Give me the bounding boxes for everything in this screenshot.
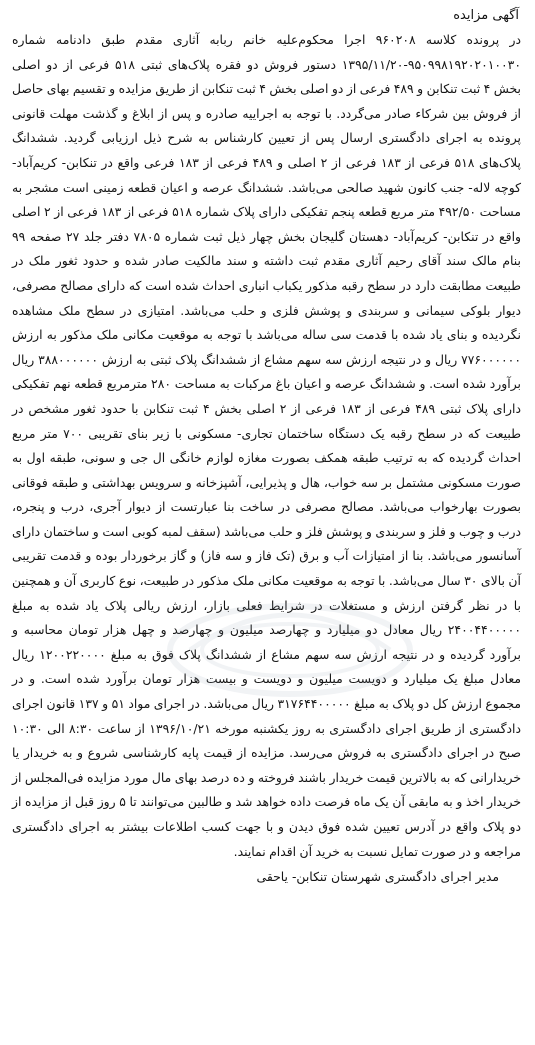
notice-body: در پرونده کلاسه ۹۶۰۲۰۸ اجرا محکوم‌علیه خانم ربابه آثاری مقدم طبق دادنامه شماره ۹۵۰۹۹۸۱۹۲۰۲۰۱۰۰۳۰-۱۳۹۵/۱۱/۲۰ دستور فروش دو فقره پلاک‌های ثبتی ۵۱۸ فرعی از دو اصلی بخش ۴ ثبت تنکابن و ۴۸۹ فرعی از دو اصلی بخش ۴ ثبت تنکابن از طریق مزایده و تقسیم بهای حاصل از فروش بین شرکاء صادر می‌گردد. با توجه به اجراییه صادره و پس از ابلاغ و گذشت مهلت قانونی پرونده به اجرای دادگستری ارسال پس از تعیین کارشناس به شرح ذیل ارزیابی گردید. ششدانگ پلاک‌های ۵۱۸ فرعی از ۱۸۳ فرعی از ۲ اصلی و ۴۸۹ فرعی از ۱۸۳ فرعی واقع در تنکابن- کریم‌آباد- کوچه لاله- جنب کانون شهید صالحی می‌باشد. ششدانگ عرصه و اعیان قطعه زمینی است مشجر به مساحت ۴۹۲/۵۰ متر مربع قطعه پنجم تفکیکی دارای پلاک شماره ۵۱۸ فرعی از ۱۸۳ فرعی از ۲ اصلی واقع در تنکابن- کریم‌آباد- دهستان گلیجان بخش چهار ذیل ثبت شماره ۷۸۰۵ دفتر جلد ۲۷ صفحه ۹۹ بنام مالک سند آقای رحیم آثاری مقدم ثبت داشته و سند مالکیت صادر شده و حدود ثغور ملک در طبیعت مطابقت دارد در سطح رقبه مذکور یکباب انباری احداث شده است که دارای مصالح مصرفی، دیوار بلوکی سیمانی و سربندی و پوشش فلزی و حلب می‌باشد. امتیازی در سطح ملک مشاهده نگردیده و بنای یاد شده با قدمت سی ساله می‌باشد با توجه به موقعیت مکانی ملک مذکور به ارزش ۷۷۶۰۰۰۰۰۰ ریال و در نتیجه ارزش سه سهم مشاع از ششدانگ پلاک ثبتی به ارزش ۳۸۸۰۰۰۰۰۰ ریال برآورد شده است. و ششدانگ عرصه و اعیان باغ مرکبات به مساحت ۲۸۰ مترمربع قطعه نهم تفکیکی دارای پلاک ثبتی ۴۸۹ فرعی از ۱۸۳ فرعی از ۲ اصلی بخش ۴ ثبت تنکابن با حدود ثغور مشخص در طبیعت که در سطح رقبه یک دستگاه ساختمان تجاری- مسکونی با زیر بنای تقریبی ۷۰۰ متر مربع احداث گردیده که به ترتیب طبقه همکف بصورت مغازه لوازم خانگی ال جی و سونی، طبقه اول به صورت مسکونی مشتمل بر سه خواب، هال و پذیرایی، آشپزخانه و سرویس بهداشتی و طبقه فوقانی بصورت بهارخواب می‌باشد. مصالح مصرفی در ساخت بنا عبارتست از دیوار آجری، درب و پنجره، درب و چوب و فلز و سربندی و پوشش فلز و حلب می‌باشد (سقف لمبه کوبی است و ساختمان دارای آسانسور می‌باشد. بنا از امتیازات آب و برق (تک فاز و سه فاز) و گاز برخوردار بوده و قدمت تقریبی آن بالای ۳۰ سال می‌باشد. با توجه به موقعیت مکانی ملک مذکور در طبیعت، نوع کاربری آن و همچنین با در نظر گرفتن ارزش و مستغلات در شرایط فعلی بازار، ارزش ریالی پلاک یاد شده به مبلغ ۲۴۰۰۴۴۰۰۰۰۰ ریال معادل دو میلیارد و چهارصد میلیون و چهارصد و چهل هزار تومان محاسبه و برآورد گردیده و در نتیجه ارزش سه سهم مشاع از ششدانگ پلاک فوق به مبلغ ۱۲۰۰۲۲۰۰۰۰ ریال معادل مبلغ یک میلیارد و دویست میلیون و دویست و بیست هزار تومان برآورد شده است. و در مجموع ارزش کل دو پلاک به مبلغ ۳۱۷۶۴۴۰۰۰۰۰ ریال می‌باشد. در اجرای مواد ۵۱ و ۱۳۷ قانون اجرای دادگستری از طریق اجرای دادگستری به روز یکشنبه مورخه ۱۳۹۶/۱۰/۲۱ از ساعت ۸:۳۰ الی ۱۰:۳۰ صبح در اجرای دادگستری به فروش می‌رسد. مزایده از قیمت پایه کارشناسی شروع و به خریدار یا خریدارانی که به بالاترین قیمت خریدار باشند فروخته و ده درصد بهای مال مورد مزایده فی‌المجلس از خریدار اخذ و به مابقی آن یک ماه فرصت داده خواهد شد و طالبین می‌توانند تا ۵ روز قبل از مزایده از دو پلاک واقع در آدرس تعیین شده فوق دیدن و با جهت کسب اطلاعات بیشتر به اجرای دادگستری مراجعه و در صورت تمایل نسبت به خرید آن اقدام نمایند.	[12, 32, 522, 859]
notice-title: آگهی مزایده	[453, 8, 519, 23]
notice-signature: مدیر اجرای دادگستری شهرستان تنکابن- یاحقی	[256, 869, 499, 885]
